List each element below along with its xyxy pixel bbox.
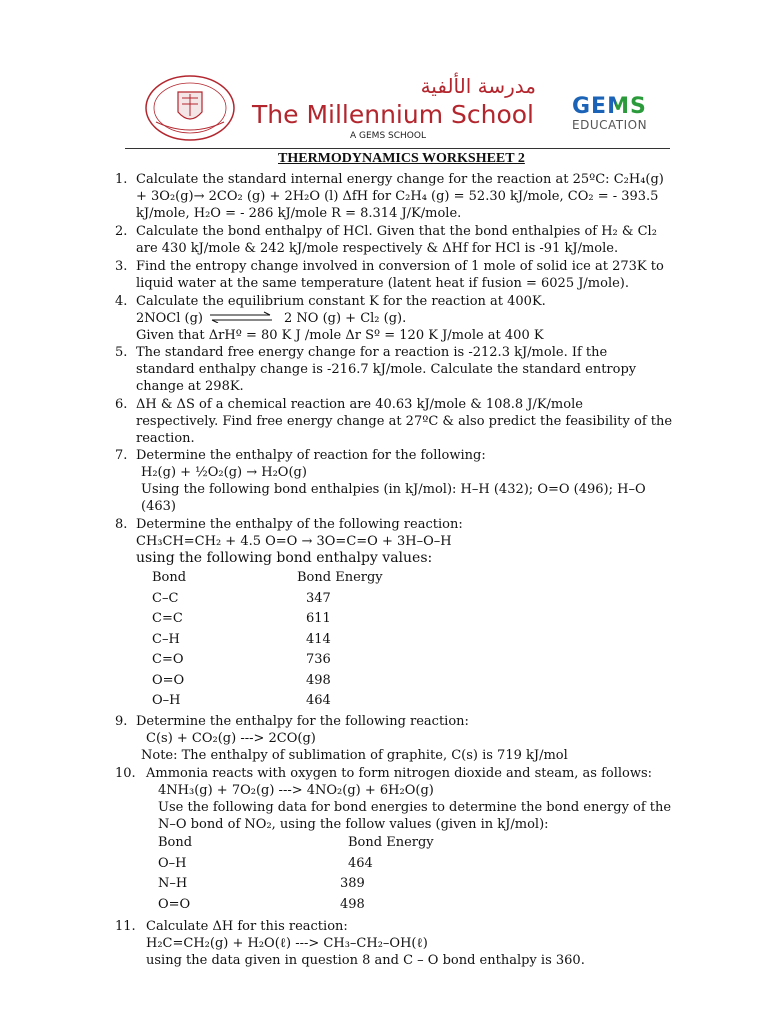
table-row	[158, 854, 434, 875]
question-6-line-2: respectively. Find free energy change at 27ºC & also predict the feasibility of the	[136, 414, 673, 429]
question-5-number: 5.	[115, 345, 128, 360]
table-cell-energy: 498	[340, 896, 365, 912]
question-9-note: Note: The enthalpy of sublimation of graphite, C(s) is 719 kJ/mol	[141, 748, 568, 763]
question-8-equation: CH₃CH=CH₂ + 4.5 O=O → 3O=C=O + 3H–O–H	[136, 534, 452, 549]
table-cell-energy: 414	[306, 631, 331, 647]
question-8-number: 8.	[115, 517, 128, 532]
question-10-line-4: N–O bond of NO₂, using the follow values (given in kJ/mol):	[158, 817, 549, 832]
school-subtitle: A GEMS SCHOOL	[350, 131, 426, 141]
table-cell-bond: C–H	[152, 631, 180, 647]
table-cell-energy: 389	[340, 876, 365, 891]
school-name: The Millennium School	[252, 100, 535, 129]
question-2-line-2: are 430 kJ/mole & 242 kJ/mole respectively & ΔHf for HCl is -91 kJ/mole.	[136, 241, 619, 256]
school-crest-logo	[142, 72, 238, 144]
question-7-equation: H₂(g) + ½O₂(g) → H₂O(g)	[141, 465, 307, 480]
question-7-line-3: Using the following bond enthalpies (in kJ/mol): H–H (432); O=O (496); H–O	[141, 482, 646, 497]
question-11-equation: H₂C=CH₂(g) + H₂O(ℓ) ---> CH₃–CH₂–OH(ℓ)	[146, 936, 428, 951]
table-cell-bond: C=C	[152, 611, 183, 626]
table-cell-bond: C=O	[152, 652, 184, 667]
gems-education-logo	[572, 96, 660, 136]
table-cell-bond: O=O	[158, 896, 191, 912]
question-1-line-2: + 3O₂(g)→ 2CO₂ (g) + 2H₂O (l) ΔfH for C₂H₄ (g) = 52.30 kJ/mole, CO₂ = - 393.5	[136, 189, 659, 204]
table-cell-energy: 736	[306, 652, 331, 667]
question-6-line-3: reaction.	[136, 431, 195, 446]
table-row	[152, 589, 383, 610]
question-1-line-1: Calculate the standard internal energy change for the reaction at 25ºC: C₂H₄(g)	[136, 172, 664, 187]
question-11-line-3: using the data given in question 8 and C – O bond enthalpy is 360.	[146, 953, 585, 968]
question-10-line-3: Use the following data for bond energies to determine the bond energy of the	[158, 800, 672, 815]
question-11-line-1: Calculate ΔH for this reaction:	[146, 919, 348, 934]
table-cell-bond: O–H	[158, 855, 187, 871]
table-header-row	[158, 833, 434, 854]
gems-logo-subtitle: EDUCATION	[572, 118, 648, 132]
question-3-line-1: Find the entropy change involved in conversion of 1 mole of solid ice at 273K to	[136, 259, 664, 274]
question-1-number: 1.	[115, 172, 128, 187]
question-11-number: 11.	[115, 919, 136, 934]
header-divider	[125, 148, 670, 149]
question-10-equation: 4NH₃(g) + 7O₂(g) ---> 4NO₂(g) + 6H₂O(g)	[158, 783, 434, 798]
school-arabic-name: مدرسة الألفية	[420, 74, 536, 98]
question-9-number: 9.	[115, 714, 128, 729]
question-9-line-1: Determine the enthalpy for the following reaction:	[136, 714, 469, 729]
question-7-line-1: Determine the enthalpy of reaction for the following:	[136, 448, 486, 463]
question-3-number: 3.	[115, 259, 128, 274]
table-cell-bond: O–H	[152, 693, 181, 708]
table-row	[152, 671, 383, 692]
question-2-number: 2.	[115, 224, 128, 239]
question-2-line-1: Calculate the bond enthalpy of HCl. Given that the bond enthalpies of H₂ & Cl₂	[136, 224, 657, 239]
question-9-equation: C(s) + CO₂(g) ---> 2CO(g)	[146, 731, 316, 746]
question-10-line-1: Ammonia reacts with oxygen to form nitrogen dioxide and steam, as follows:	[146, 766, 653, 781]
table-row	[152, 650, 383, 671]
question-5-line-3: change at 298K.	[136, 379, 244, 394]
question-8-bond-table	[152, 568, 383, 712]
table-row	[152, 691, 383, 712]
table-cell-bond: O=O	[152, 672, 185, 688]
question-1-line-3: kJ/mole, H₂O = - 286 kJ/mole R = 8.314 J/K/mole.	[136, 206, 462, 221]
question-5-line-2: standard enthalpy change is -216.7 kJ/mole. Calculate the standard entropy	[136, 362, 637, 377]
table-cell-bond: N–H	[158, 876, 188, 891]
question-4-line-1: Calculate the equilibrium constant K for the reaction at 400K.	[136, 294, 546, 309]
table-header-bond-energy: Bond Energy	[348, 835, 434, 850]
table-cell-energy: 347	[306, 590, 331, 606]
question-4-line-3: Given that ΔrHº = 80 K J /mole Δr Sº = 120 K J/mole at 400 K	[136, 328, 544, 343]
equilibrium-arrow-icon	[208, 311, 274, 323]
question-7-line-4: (463)	[141, 499, 176, 514]
question-4-reactant: 2NOCl (g)	[136, 311, 204, 326]
table-row	[158, 895, 434, 916]
table-cell-energy: 464	[348, 855, 373, 871]
question-5-line-1: The standard free energy change for a reaction is -212.3 kJ/mole. If the	[136, 345, 608, 360]
table-cell-energy: 498	[306, 672, 331, 688]
question-3-line-2: liquid water at the same temperature (latent heat if fusion = 6025 J/mole).	[136, 276, 630, 291]
table-cell-energy: 464	[306, 693, 331, 708]
table-header-bond: Bond	[152, 570, 187, 585]
table-cell-bond: C–C	[152, 590, 179, 606]
question-10-number: 10.	[115, 766, 136, 781]
question-6-line-1: ΔH & ΔS of a chemical reaction are 40.63 kJ/mole & 108.8 J/K/mole	[136, 397, 583, 412]
question-8-line-1: Determine the enthalpy of the following reaction:	[136, 517, 463, 532]
question-4-products: 2 NO (g) + Cl₂ (g).	[284, 311, 407, 326]
table-cell-energy: 611	[306, 611, 331, 626]
table-header-bond: Bond	[158, 835, 193, 850]
question-6-number: 6.	[115, 397, 128, 412]
table-header-bond-energy: Bond Energy	[297, 570, 383, 585]
question-10-bond-table	[158, 833, 434, 915]
table-row	[152, 630, 383, 651]
table-row	[152, 609, 383, 630]
question-8-line-3: using the following bond enthalpy values:	[136, 550, 433, 566]
gems-logo-word: GEMS	[572, 96, 660, 118]
table-row	[158, 874, 434, 895]
worksheet-title: THERMODYNAMICS WORKSHEET 2	[278, 151, 525, 166]
table-header-row	[152, 568, 383, 589]
question-7-number: 7.	[115, 448, 128, 463]
question-4-number: 4.	[115, 294, 128, 309]
